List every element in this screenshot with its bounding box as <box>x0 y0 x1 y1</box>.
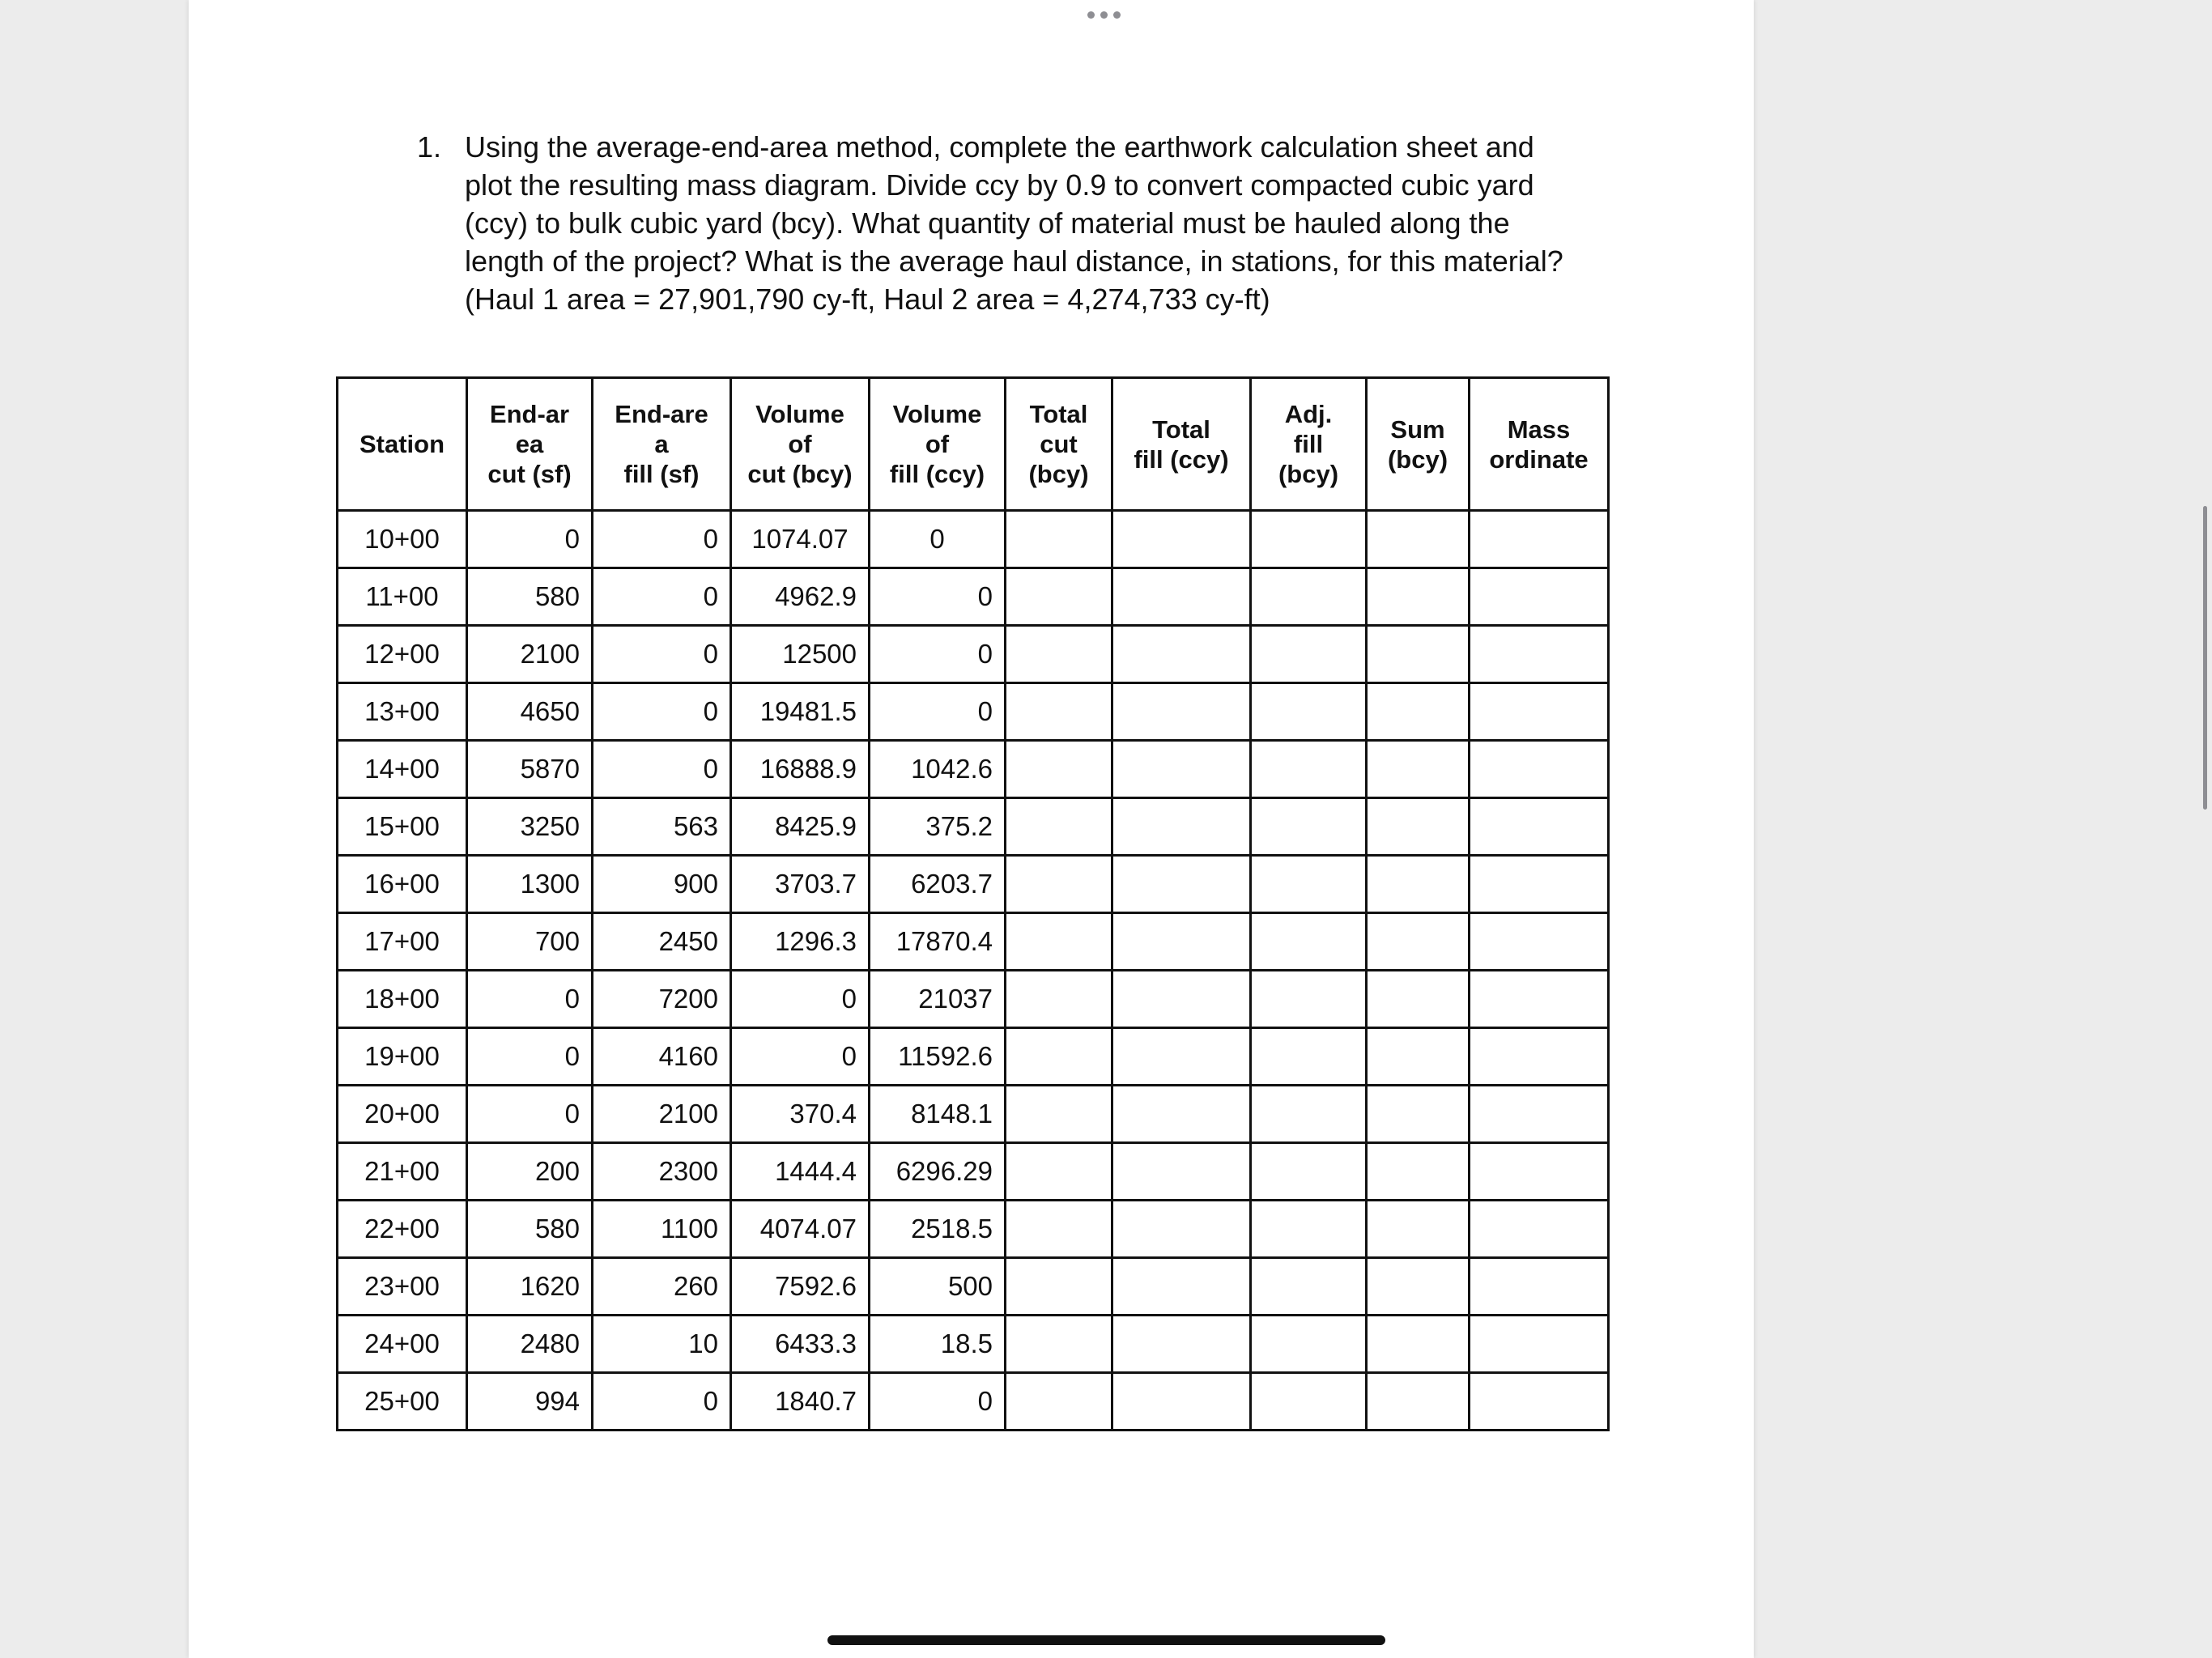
cell-mass-ordinate[interactable] <box>1470 683 1609 741</box>
header-line: (bcy) <box>1387 444 1448 474</box>
cell-volume-cut: 0 <box>731 971 870 1028</box>
header-line: Station <box>359 430 445 458</box>
cell-end-area-cut: 0 <box>467 1086 593 1143</box>
cell-adj-fill[interactable] <box>1251 1316 1367 1373</box>
cell-end-area-cut: 1620 <box>467 1258 593 1316</box>
cell-end-area-cut: 0 <box>467 511 593 568</box>
header-line: Adj. <box>1284 400 1333 428</box>
header-line: fill (sf) <box>623 460 700 488</box>
cell-end-area-cut: 0 <box>467 971 593 1028</box>
cell-mass-ordinate[interactable] <box>1470 1143 1609 1201</box>
cell-volume-fill: 0 <box>870 626 1006 683</box>
cell-mass-ordinate[interactable] <box>1470 856 1609 913</box>
table-row <box>338 1086 1609 1143</box>
cell-adj-fill[interactable] <box>1251 741 1367 798</box>
cell-station: 15+00 <box>338 798 467 856</box>
cell-total-cut[interactable] <box>1006 1201 1112 1258</box>
more-options-icon[interactable] <box>1087 11 1121 19</box>
cell-adj-fill[interactable] <box>1251 1373 1367 1431</box>
cell-end-area-cut: 994 <box>467 1373 593 1431</box>
header-line: fill (ccy) <box>889 460 985 488</box>
cell-mass-ordinate[interactable] <box>1470 626 1609 683</box>
header-line: Mass <box>1507 414 1571 444</box>
cell-end-area-cut: 4650 <box>467 683 593 741</box>
cell-station: 22+00 <box>338 1201 467 1258</box>
cell-end-area-cut: 580 <box>467 1201 593 1258</box>
cell-volume-cut: 6433.3 <box>731 1316 870 1373</box>
cell-volume-fill: 21037 <box>870 971 1006 1028</box>
cell-volume-fill: 0 <box>870 511 1006 568</box>
table-row <box>338 511 1609 568</box>
cell-end-area-cut: 1300 <box>467 856 593 913</box>
cell-station: 17+00 <box>338 913 467 971</box>
table-row <box>338 1316 1609 1373</box>
cell-sum[interactable] <box>1367 798 1470 856</box>
header-volume-fill <box>870 378 1006 511</box>
home-indicator[interactable] <box>827 1635 1385 1645</box>
cell-end-area-fill: 4160 <box>593 1028 731 1086</box>
header-total-cut <box>1006 378 1112 511</box>
cell-total-cut[interactable] <box>1006 568 1112 626</box>
cell-end-area-fill: 7200 <box>593 971 731 1028</box>
cell-station: 12+00 <box>338 626 467 683</box>
cell-total-fill[interactable] <box>1112 568 1251 626</box>
table-row <box>338 741 1609 798</box>
cell-adj-fill[interactable] <box>1251 1086 1367 1143</box>
cell-volume-fill: 18.5 <box>870 1316 1006 1373</box>
cell-total-cut[interactable] <box>1006 741 1112 798</box>
cell-total-fill[interactable] <box>1112 798 1251 856</box>
table-row <box>338 1143 1609 1201</box>
cell-mass-ordinate[interactable] <box>1470 511 1609 568</box>
cell-sum[interactable] <box>1367 568 1470 626</box>
cell-end-area-fill: 0 <box>593 1373 731 1431</box>
cell-sum[interactable] <box>1367 971 1470 1028</box>
cell-station: 14+00 <box>338 741 467 798</box>
cell-total-fill[interactable] <box>1112 741 1251 798</box>
cell-volume-fill: 8148.1 <box>870 1086 1006 1143</box>
cell-adj-fill[interactable] <box>1251 913 1367 971</box>
cell-end-area-fill: 0 <box>593 683 731 741</box>
cell-total-cut[interactable] <box>1006 511 1112 568</box>
cell-volume-cut: 7592.6 <box>731 1258 870 1316</box>
cell-total-cut[interactable] <box>1006 798 1112 856</box>
cell-total-fill[interactable] <box>1112 683 1251 741</box>
cell-total-fill[interactable] <box>1112 626 1251 683</box>
earthwork-calculation-table <box>336 376 1610 1431</box>
header-line: of <box>788 430 812 458</box>
cell-volume-fill: 6296.29 <box>870 1143 1006 1201</box>
cell-mass-ordinate[interactable] <box>1470 1201 1609 1258</box>
cell-end-area-fill: 1100 <box>593 1201 731 1258</box>
cell-sum[interactable] <box>1367 1143 1470 1201</box>
dot <box>1100 11 1108 19</box>
cell-volume-fill: 0 <box>870 568 1006 626</box>
cell-volume-cut: 4962.9 <box>731 568 870 626</box>
cell-sum[interactable] <box>1367 1316 1470 1373</box>
cell-end-area-cut: 5870 <box>467 741 593 798</box>
cell-volume-fill: 0 <box>870 1373 1006 1431</box>
table-header-row <box>338 378 1609 511</box>
cell-volume-cut: 1444.4 <box>731 1143 870 1201</box>
cell-volume-fill: 375.2 <box>870 798 1006 856</box>
cell-end-area-fill: 260 <box>593 1258 731 1316</box>
question-1 <box>417 128 1583 318</box>
cell-total-fill[interactable] <box>1112 971 1251 1028</box>
header-mass-ordinate <box>1470 378 1609 511</box>
cell-total-cut[interactable] <box>1006 1143 1112 1201</box>
table-row <box>338 683 1609 741</box>
header-line: cut (bcy) <box>747 460 853 488</box>
cell-sum[interactable] <box>1367 1086 1470 1143</box>
cell-station: 16+00 <box>338 856 467 913</box>
cell-adj-fill[interactable] <box>1251 971 1367 1028</box>
cell-sum[interactable] <box>1367 856 1470 913</box>
cell-station: 11+00 <box>338 568 467 626</box>
cell-mass-ordinate[interactable] <box>1470 798 1609 856</box>
cell-end-area-cut: 2100 <box>467 626 593 683</box>
table-row <box>338 1373 1609 1431</box>
cell-end-area-cut: 580 <box>467 568 593 626</box>
cell-volume-cut: 19481.5 <box>731 683 870 741</box>
cell-adj-fill[interactable] <box>1251 856 1367 913</box>
header-line: ordinate <box>1489 444 1589 474</box>
header-line: Volume <box>892 400 982 428</box>
cell-station: 25+00 <box>338 1373 467 1431</box>
table-row <box>338 1258 1609 1316</box>
cell-volume-cut: 370.4 <box>731 1086 870 1143</box>
cell-adj-fill[interactable] <box>1251 1201 1367 1258</box>
cell-adj-fill[interactable] <box>1251 511 1367 568</box>
cell-end-area-fill: 0 <box>593 741 731 798</box>
header-line: Total <box>1029 400 1088 428</box>
cell-end-area-cut: 0 <box>467 1028 593 1086</box>
cell-volume-fill: 17870.4 <box>870 913 1006 971</box>
cell-volume-cut: 8425.9 <box>731 798 870 856</box>
header-line: cut (sf) <box>487 460 572 488</box>
table-body <box>338 511 1609 1431</box>
cell-volume-cut: 4074.07 <box>731 1201 870 1258</box>
header-line: Total <box>1152 414 1210 444</box>
table-row <box>338 568 1609 626</box>
cell-total-cut[interactable] <box>1006 971 1112 1028</box>
cell-end-area-fill: 2450 <box>593 913 731 971</box>
cell-station: 24+00 <box>338 1316 467 1373</box>
cell-adj-fill[interactable] <box>1251 1143 1367 1201</box>
table-row <box>338 971 1609 1028</box>
header-station <box>338 378 467 511</box>
cell-total-fill[interactable] <box>1112 913 1251 971</box>
scrollbar[interactable] <box>2203 506 2207 810</box>
cell-end-area-fill: 0 <box>593 626 731 683</box>
table-row <box>338 856 1609 913</box>
cell-total-cut[interactable] <box>1006 1316 1112 1373</box>
cell-total-fill[interactable] <box>1112 511 1251 568</box>
cell-end-area-cut: 700 <box>467 913 593 971</box>
cell-mass-ordinate[interactable] <box>1470 741 1609 798</box>
cell-mass-ordinate[interactable] <box>1470 971 1609 1028</box>
header-line: cut <box>1040 430 1078 458</box>
cell-volume-fill: 500 <box>870 1258 1006 1316</box>
cell-mass-ordinate[interactable] <box>1470 1316 1609 1373</box>
header-line: (bcy) <box>1028 460 1089 488</box>
table-row <box>338 913 1609 971</box>
header-sum <box>1367 378 1470 511</box>
cell-volume-cut: 1840.7 <box>731 1373 870 1431</box>
cell-total-cut[interactable] <box>1006 913 1112 971</box>
cell-mass-ordinate[interactable] <box>1470 568 1609 626</box>
cell-station: 18+00 <box>338 971 467 1028</box>
header-line: Volume <box>755 400 844 428</box>
header-volume-cut <box>731 378 870 511</box>
header-end-area-cut <box>467 378 593 511</box>
cell-volume-cut: 1074.07 <box>731 511 870 568</box>
cell-total-cut[interactable] <box>1006 856 1112 913</box>
cell-mass-ordinate[interactable] <box>1470 1086 1609 1143</box>
cell-mass-ordinate[interactable] <box>1470 1258 1609 1316</box>
cell-end-area-fill: 563 <box>593 798 731 856</box>
header-line: fill <box>1293 430 1324 458</box>
table-row <box>338 798 1609 856</box>
cell-adj-fill[interactable] <box>1251 683 1367 741</box>
question-number: 1. <box>417 130 442 164</box>
cell-adj-fill[interactable] <box>1251 798 1367 856</box>
dot <box>1087 11 1095 19</box>
header-total-fill <box>1112 378 1251 511</box>
cell-sum[interactable] <box>1367 741 1470 798</box>
header-line: End-ar <box>489 400 570 428</box>
cell-end-area-cut: 2480 <box>467 1316 593 1373</box>
cell-station: 23+00 <box>338 1258 467 1316</box>
header-line: (bcy) <box>1278 460 1339 488</box>
cell-sum[interactable] <box>1367 1201 1470 1258</box>
cell-mass-ordinate[interactable] <box>1470 913 1609 971</box>
cell-total-cut[interactable] <box>1006 626 1112 683</box>
cell-total-cut[interactable] <box>1006 1258 1112 1316</box>
cell-total-fill[interactable] <box>1112 1258 1251 1316</box>
cell-station: 10+00 <box>338 511 467 568</box>
header-adj-fill <box>1251 378 1367 511</box>
cell-station: 13+00 <box>338 683 467 741</box>
table-row <box>338 626 1609 683</box>
cell-end-area-fill: 900 <box>593 856 731 913</box>
cell-volume-cut: 1296.3 <box>731 913 870 971</box>
cell-volume-cut: 0 <box>731 1028 870 1086</box>
cell-volume-fill: 0 <box>870 683 1006 741</box>
cell-mass-ordinate[interactable] <box>1470 1373 1609 1431</box>
cell-volume-fill: 1042.6 <box>870 741 1006 798</box>
cell-adj-fill[interactable] <box>1251 1258 1367 1316</box>
cell-end-area-cut: 3250 <box>467 798 593 856</box>
cell-volume-fill: 2518.5 <box>870 1201 1006 1258</box>
cell-sum[interactable] <box>1367 511 1470 568</box>
cell-total-cut[interactable] <box>1006 1086 1112 1143</box>
cell-end-area-fill: 2300 <box>593 1143 731 1201</box>
cell-mass-ordinate[interactable] <box>1470 1028 1609 1086</box>
header-line: fill (ccy) <box>1134 444 1229 474</box>
header-line: ea <box>515 430 544 458</box>
cell-sum[interactable] <box>1367 1373 1470 1431</box>
header-line: a <box>654 430 669 458</box>
cell-adj-fill[interactable] <box>1251 626 1367 683</box>
cell-total-cut[interactable] <box>1006 1373 1112 1431</box>
cell-total-fill[interactable] <box>1112 1086 1251 1143</box>
table-row <box>338 1201 1609 1258</box>
cell-total-cut[interactable] <box>1006 1028 1112 1086</box>
cell-volume-cut: 12500 <box>731 626 870 683</box>
header-line: Sum <box>1390 414 1445 444</box>
cell-total-cut[interactable] <box>1006 683 1112 741</box>
cell-end-area-fill: 0 <box>593 568 731 626</box>
cell-volume-cut: 3703.7 <box>731 856 870 913</box>
cell-total-fill[interactable] <box>1112 1143 1251 1201</box>
cell-sum[interactable] <box>1367 626 1470 683</box>
cell-total-fill[interactable] <box>1112 1373 1251 1431</box>
cell-station: 21+00 <box>338 1143 467 1201</box>
cell-total-fill[interactable] <box>1112 1316 1251 1373</box>
header-line: End-are <box>615 400 708 428</box>
cell-end-area-cut: 200 <box>467 1143 593 1201</box>
table-row <box>338 1028 1609 1086</box>
question-text: Using the average-end-area method, complete the earthwork calculation sheet and plot the resulting mass diagram. Divide ccy by 0.9 to convert compacted cubic yard (ccy) to bulk cubic yard (bcy). What quantity of material must be hauled along the length of the project? What is the average haul distance, in stations, for this material? (Haul 1 area = 27,901,790 cy-ft, Haul 2 area = 4,274,733 cy-ft) <box>465 130 1563 316</box>
cell-sum[interactable] <box>1367 913 1470 971</box>
cell-total-fill[interactable] <box>1112 856 1251 913</box>
cell-sum[interactable] <box>1367 683 1470 741</box>
cell-sum[interactable] <box>1367 1028 1470 1086</box>
header-end-area-fill <box>593 378 731 511</box>
cell-adj-fill[interactable] <box>1251 1028 1367 1086</box>
cell-station: 19+00 <box>338 1028 467 1086</box>
cell-adj-fill[interactable] <box>1251 568 1367 626</box>
header-line: of <box>925 430 950 458</box>
cell-volume-cut: 16888.9 <box>731 741 870 798</box>
cell-volume-fill: 6203.7 <box>870 856 1006 913</box>
cell-sum[interactable] <box>1367 1258 1470 1316</box>
cell-total-fill[interactable] <box>1112 1201 1251 1258</box>
cell-end-area-fill: 0 <box>593 511 731 568</box>
dot <box>1113 11 1121 19</box>
cell-end-area-fill: 10 <box>593 1316 731 1373</box>
cell-station: 20+00 <box>338 1086 467 1143</box>
cell-volume-fill: 11592.6 <box>870 1028 1006 1086</box>
cell-end-area-fill: 2100 <box>593 1086 731 1143</box>
cell-total-fill[interactable] <box>1112 1028 1251 1086</box>
